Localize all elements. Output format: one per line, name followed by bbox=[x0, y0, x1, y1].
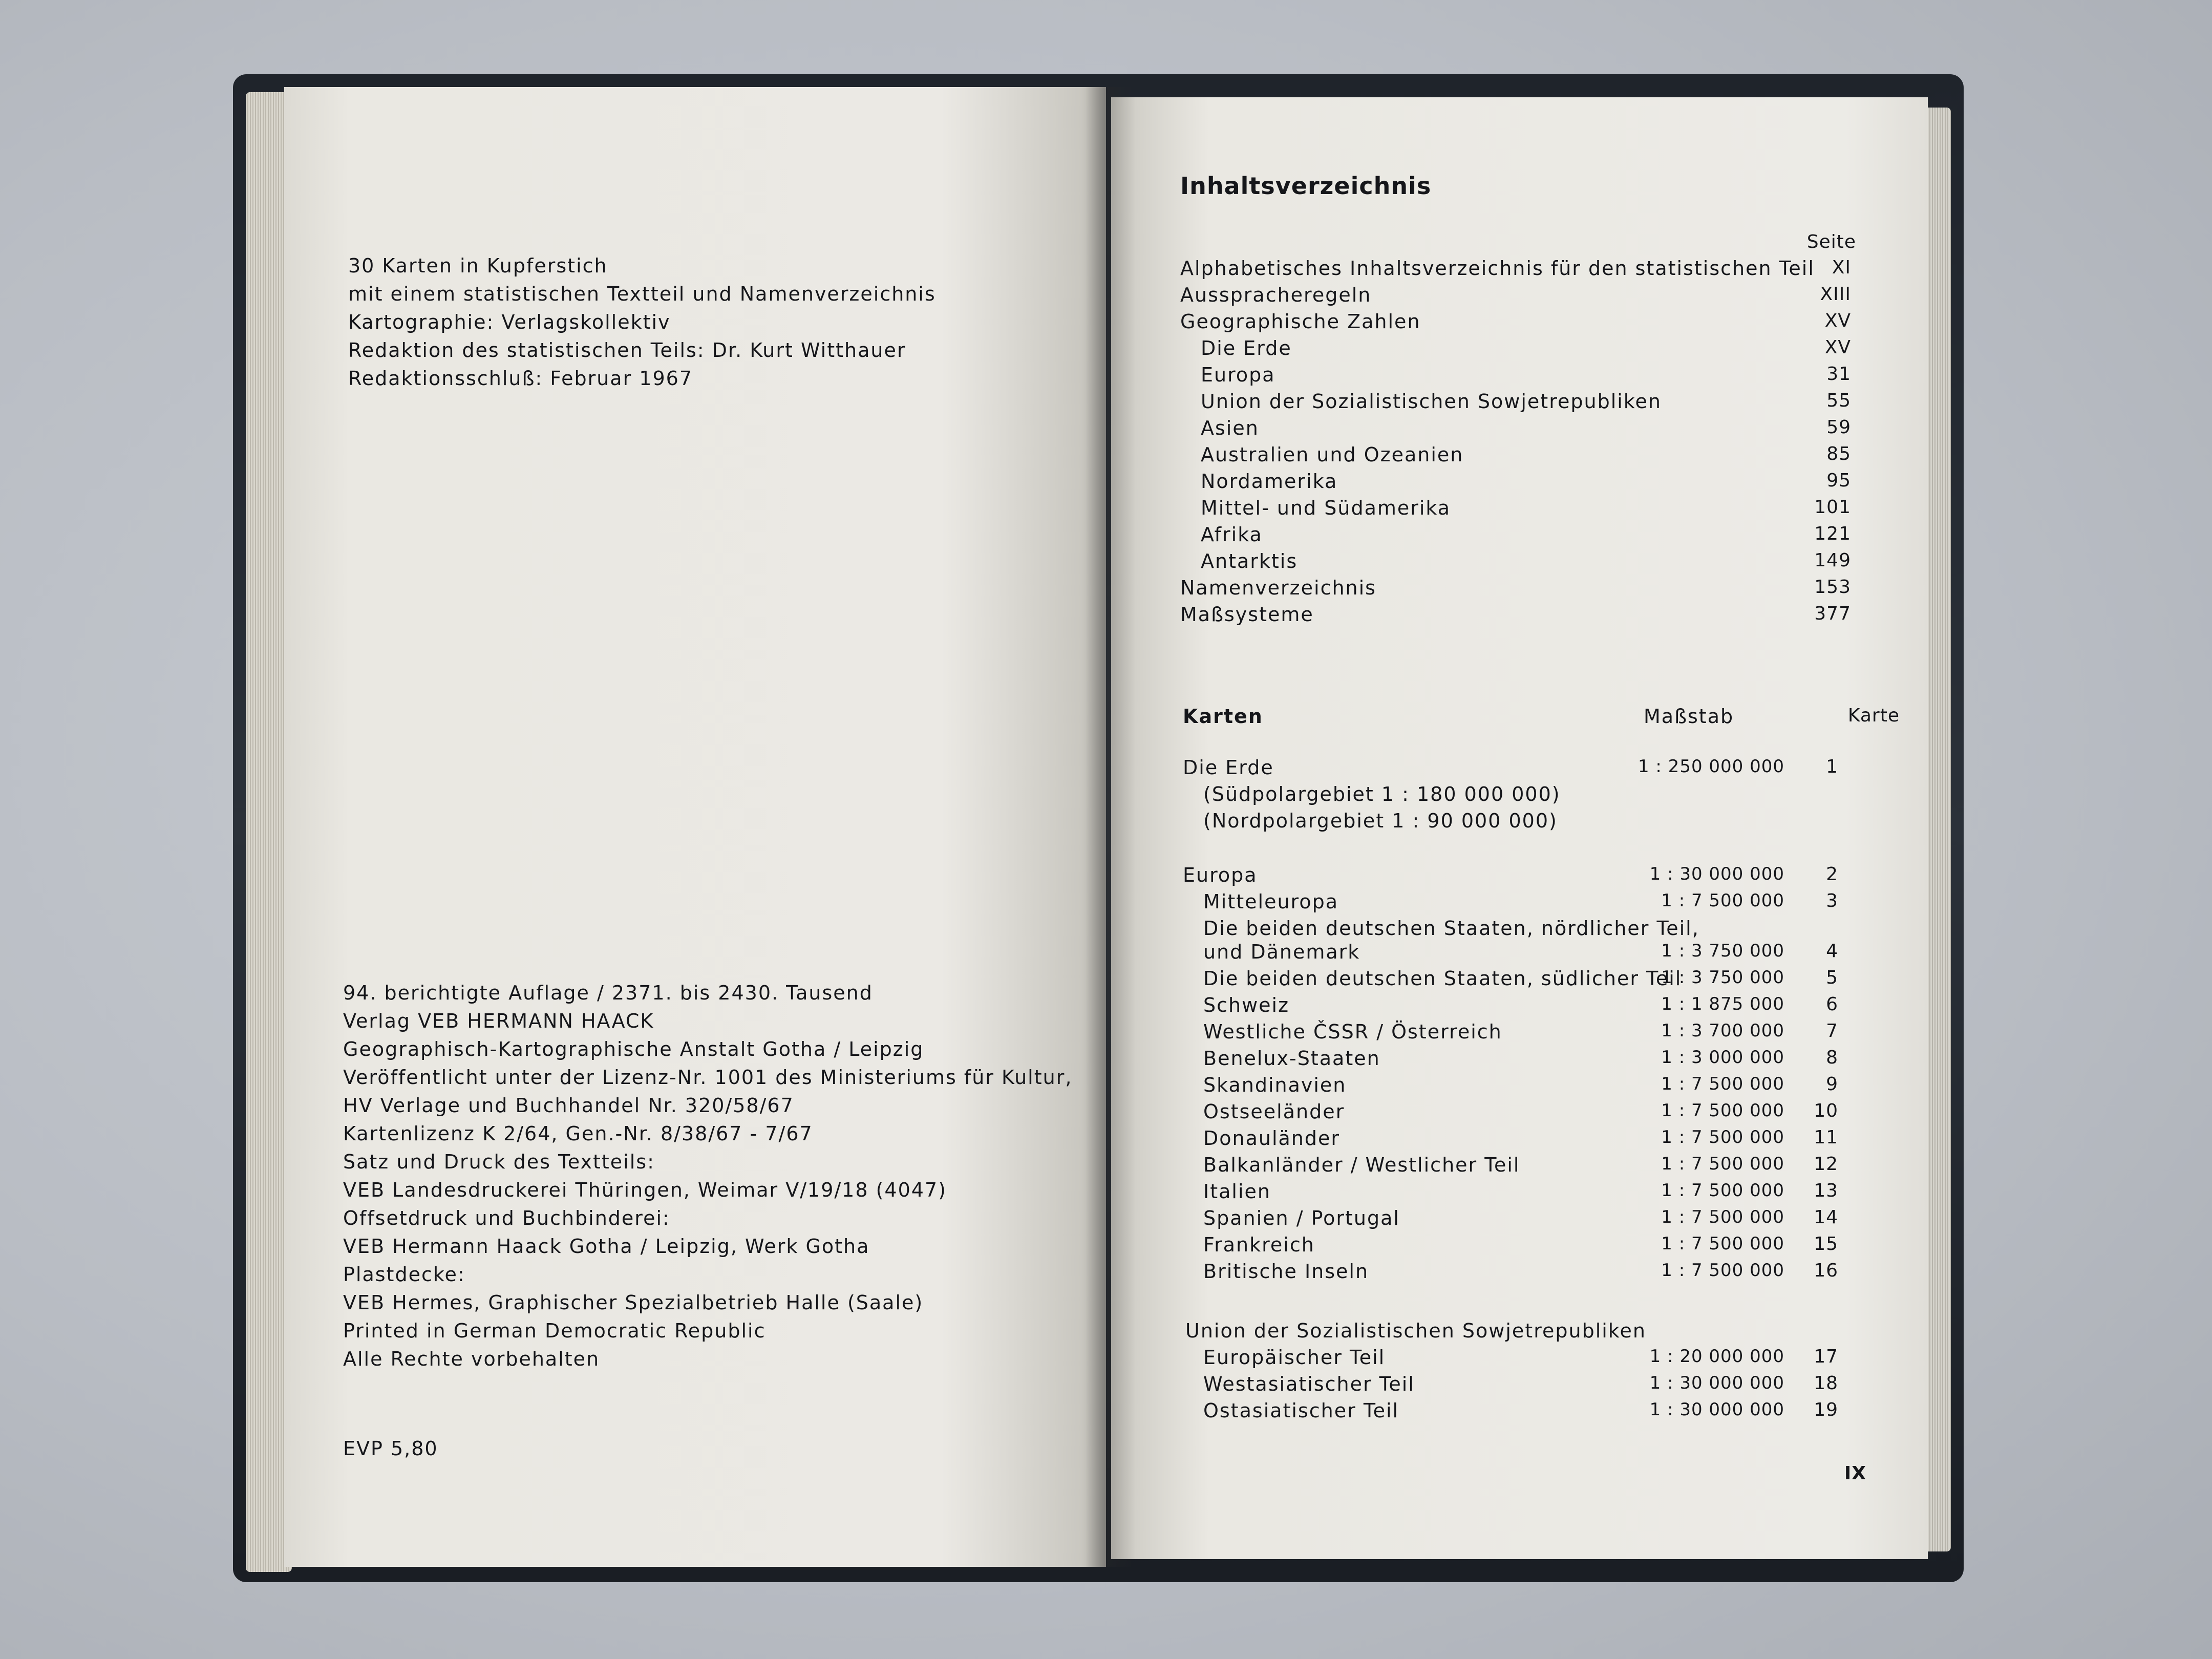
map-number: 7 bbox=[1826, 1020, 1838, 1041]
map-entry: Benelux-Staaten bbox=[1203, 1047, 1380, 1070]
map-entry: Skandinavien bbox=[1203, 1074, 1347, 1096]
toc-entry: Namenverzeichnis bbox=[1180, 577, 1376, 599]
toc-entry: Geographische Zahlen bbox=[1180, 310, 1421, 333]
imprint-line: Offsetdruck und Buchbinderei: bbox=[343, 1207, 670, 1229]
seite-header: Seite bbox=[1806, 231, 1856, 252]
intro-line: 30 Karten in Kupferstich bbox=[348, 254, 608, 277]
imprint-line: VEB Hermes, Graphischer Spezialbetrieb Halle (Saale) bbox=[343, 1291, 924, 1314]
toc-entry: Europa bbox=[1201, 364, 1275, 386]
map-number: 16 bbox=[1814, 1260, 1838, 1281]
map-number: 19 bbox=[1814, 1399, 1838, 1420]
toc-page: XI bbox=[1832, 257, 1851, 278]
imprint-line: Satz und Druck des Textteils: bbox=[343, 1151, 655, 1173]
imprint-line: VEB Hermann Haack Gotha / Leipzig, Werk Gotha bbox=[343, 1235, 870, 1258]
toc-page: 31 bbox=[1826, 364, 1851, 385]
map-number: 13 bbox=[1814, 1180, 1838, 1201]
map-scale: 1 : 7 500 000 bbox=[1661, 1180, 1784, 1201]
map-scale: 1 : 7 500 000 bbox=[1661, 1074, 1784, 1094]
map-scale: 1 : 30 000 000 bbox=[1649, 1399, 1784, 1420]
imprint-line: Verlag VEB HERMANN HAACK bbox=[343, 1010, 654, 1032]
right-page bbox=[1111, 97, 1928, 1559]
map-entry: Europa bbox=[1183, 864, 1258, 886]
map-scale: 1 : 7 500 000 bbox=[1661, 1127, 1784, 1147]
imprint-line: 94. berichtigte Auflage / 2371. bis 2430. Tausend bbox=[343, 982, 873, 1004]
map-entry: Die beiden deutschen Staaten, südlicher Teil bbox=[1203, 967, 1682, 990]
intro-line: Kartographie: Verlagskollektiv bbox=[348, 311, 671, 333]
map-number: 1 bbox=[1826, 756, 1838, 777]
toc-entry: Australien und Ozeanien bbox=[1201, 443, 1464, 466]
page-number: IX bbox=[1844, 1463, 1866, 1484]
map-scale: 1 : 3 700 000 bbox=[1661, 1020, 1784, 1041]
toc-page: 59 bbox=[1826, 417, 1851, 438]
toc-page: 121 bbox=[1814, 523, 1851, 544]
toc-entry: Ausspracheregeln bbox=[1180, 284, 1372, 306]
imprint-line: HV Verlage und Buchhandel Nr. 320/58/67 bbox=[343, 1094, 794, 1117]
intro-line: mit einem statistischen Textteil und Namenverzeichnis bbox=[348, 283, 936, 305]
map-scale: 1 : 3 750 000 bbox=[1661, 941, 1784, 961]
map-scale: 1 : 7 500 000 bbox=[1661, 1233, 1784, 1254]
map-entry: Donauländer bbox=[1203, 1127, 1341, 1150]
map-scale: 1 : 30 000 000 bbox=[1649, 1373, 1784, 1393]
map-number: 4 bbox=[1826, 941, 1838, 962]
map-number: 9 bbox=[1826, 1074, 1838, 1095]
toc-page: XV bbox=[1824, 310, 1851, 331]
toc-page: 101 bbox=[1814, 497, 1851, 518]
imprint-line: Veröffentlicht unter der Lizenz-Nr. 1001 des Ministeriums für Kultur, bbox=[343, 1066, 1073, 1089]
map-scale: 1 : 7 500 000 bbox=[1661, 1260, 1784, 1281]
left-page bbox=[284, 87, 1106, 1567]
map-scale: 1 : 7 500 000 bbox=[1661, 1154, 1784, 1174]
map-entry: Europäischer Teil bbox=[1203, 1346, 1386, 1369]
map-entry: Mitteleuropa bbox=[1203, 890, 1338, 913]
toc-page: 153 bbox=[1814, 577, 1851, 598]
imprint-line: Plastdecke: bbox=[343, 1263, 465, 1286]
imprint-line: VEB Landesdruckerei Thüringen, Weimar V/19/18 (4047) bbox=[343, 1179, 947, 1201]
toc-page: 149 bbox=[1814, 550, 1851, 571]
imprint-line: Printed in German Democratic Republic bbox=[343, 1320, 766, 1342]
map-entry: Spanien / Portugal bbox=[1203, 1207, 1400, 1229]
toc-page: 95 bbox=[1826, 470, 1851, 491]
maps-header-karte: Karte bbox=[1847, 705, 1900, 726]
toc-page: 377 bbox=[1814, 603, 1851, 624]
map-scale: 1 : 7 500 000 bbox=[1661, 890, 1784, 911]
toc-entry: Maßsysteme bbox=[1180, 603, 1314, 626]
map-number: 10 bbox=[1814, 1100, 1838, 1121]
map-number: 18 bbox=[1814, 1373, 1838, 1394]
intro-line: Redaktion des statistischen Teils: Dr. Kurt Witthauer bbox=[348, 339, 906, 361]
map-entry: Westasiatischer Teil bbox=[1203, 1373, 1415, 1395]
map-entry: und Dänemark bbox=[1203, 941, 1360, 963]
map-number: 2 bbox=[1826, 864, 1838, 885]
map-entry: Ostasiatischer Teil bbox=[1203, 1399, 1399, 1422]
toc-page: 55 bbox=[1826, 390, 1851, 411]
map-entry: Union der Sozialistischen Sowjetrepubliken bbox=[1185, 1320, 1646, 1342]
toc-entry: Nordamerika bbox=[1201, 470, 1338, 493]
imprint-line: Alle Rechte vorbehalten bbox=[343, 1348, 600, 1370]
intro-line: Redaktionsschluß: Februar 1967 bbox=[348, 367, 693, 390]
map-scale: 1 : 3 000 000 bbox=[1661, 1047, 1784, 1068]
map-entry: Britische Inseln bbox=[1203, 1260, 1369, 1283]
maps-header-massstab: Maßstab bbox=[1644, 705, 1734, 728]
map-number: 3 bbox=[1826, 890, 1838, 911]
map-number: 8 bbox=[1826, 1047, 1838, 1068]
toc-entry: Afrika bbox=[1201, 523, 1263, 546]
map-scale: 1 : 7 500 000 bbox=[1661, 1100, 1784, 1121]
map-number: 14 bbox=[1814, 1207, 1838, 1228]
map-scale: 1 : 250 000 000 bbox=[1637, 756, 1784, 777]
map-entry: Schweiz bbox=[1203, 994, 1290, 1016]
map-entry: Italien bbox=[1203, 1180, 1271, 1203]
imprint-line: Kartenlizenz K 2/64, Gen.-Nr. 8/38/67 - 7/67 bbox=[343, 1122, 813, 1145]
map-entry: Die beiden deutschen Staaten, nördlicher Teil, bbox=[1203, 917, 1699, 940]
toc-entry: Mittel- und Südamerika bbox=[1201, 497, 1451, 519]
map-number: 15 bbox=[1814, 1233, 1838, 1254]
map-number: 6 bbox=[1826, 994, 1838, 1015]
toc-entry: Antarktis bbox=[1201, 550, 1298, 572]
maps-header-karten: Karten bbox=[1183, 705, 1263, 728]
map-entry: (Südpolargebiet 1 : 180 000 000) bbox=[1203, 783, 1561, 805]
map-scale: 1 : 1 875 000 bbox=[1661, 994, 1784, 1014]
toc-entry: Asien bbox=[1201, 417, 1259, 439]
map-entry: Die Erde bbox=[1183, 756, 1274, 779]
map-entry: Ostseeländer bbox=[1203, 1100, 1345, 1123]
toc-page: XIII bbox=[1820, 284, 1851, 305]
toc-entry: Die Erde bbox=[1201, 337, 1292, 359]
page-title: Inhaltsverzeichnis bbox=[1180, 172, 1432, 200]
map-number: 5 bbox=[1826, 967, 1838, 988]
map-scale: 1 : 7 500 000 bbox=[1661, 1207, 1784, 1227]
toc-page: 85 bbox=[1826, 443, 1851, 464]
map-entry: Balkanländer / Westlicher Teil bbox=[1203, 1154, 1520, 1176]
map-scale: 1 : 30 000 000 bbox=[1649, 864, 1784, 884]
map-entry: Frankreich bbox=[1203, 1233, 1315, 1256]
map-entry: Westliche ČSSR / Österreich bbox=[1203, 1020, 1502, 1043]
map-number: 11 bbox=[1814, 1127, 1838, 1148]
toc-entry: Union der Sozialistischen Sowjetrepubliken bbox=[1201, 390, 1662, 413]
imprint-line: Geographisch-Kartographische Anstalt Gotha / Leipzig bbox=[343, 1038, 924, 1060]
toc-page: XV bbox=[1824, 337, 1851, 358]
price: EVP 5,80 bbox=[343, 1437, 438, 1460]
toc-entry: Alphabetisches Inhaltsverzeichnis für den statistischen Teil bbox=[1180, 257, 1815, 280]
map-entry: (Nordpolargebiet 1 : 90 000 000) bbox=[1203, 810, 1558, 832]
map-number: 17 bbox=[1814, 1346, 1838, 1367]
map-scale: 1 : 3 750 000 bbox=[1661, 967, 1784, 988]
map-number: 12 bbox=[1814, 1154, 1838, 1175]
map-scale: 1 : 20 000 000 bbox=[1649, 1346, 1784, 1367]
